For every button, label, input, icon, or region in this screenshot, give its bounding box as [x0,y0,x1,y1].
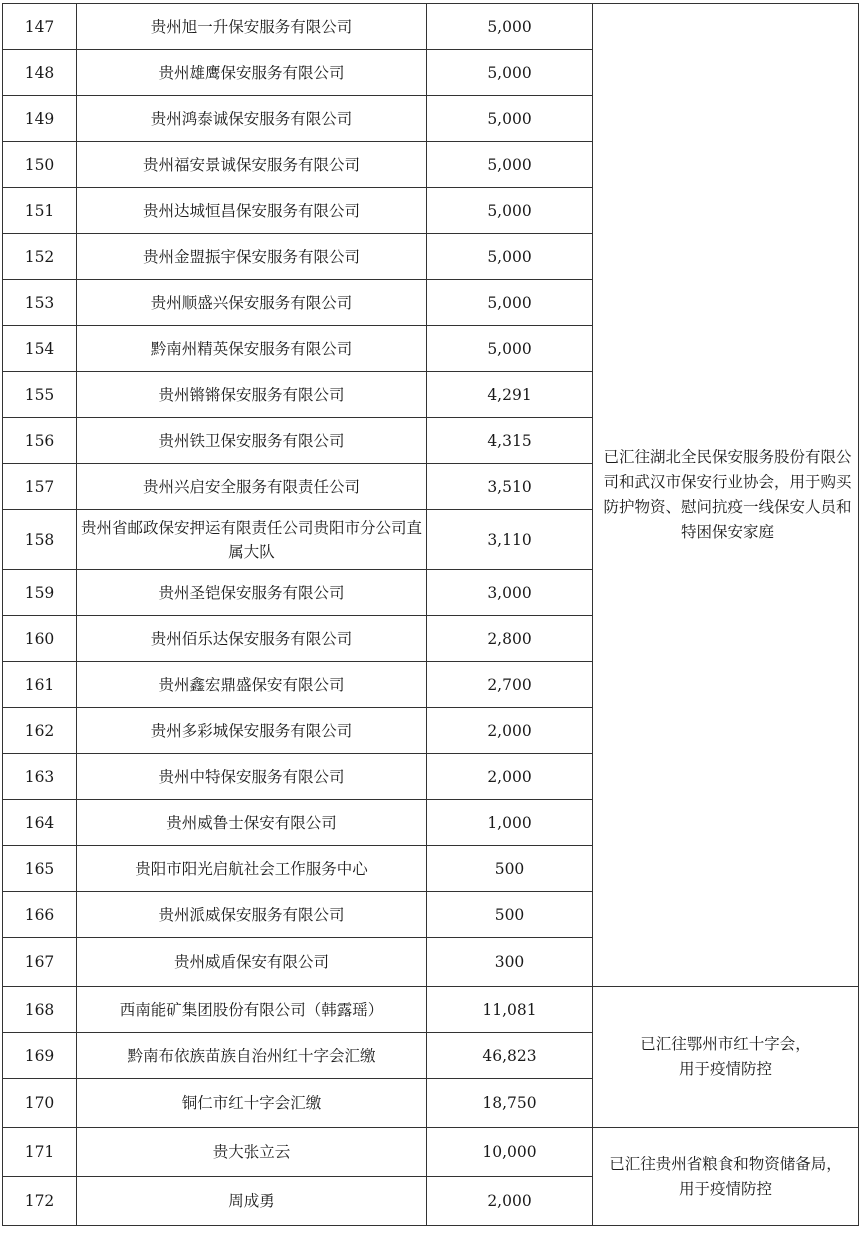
row-number: 159 [3,570,77,616]
row-number: 171 [3,1128,77,1177]
donation-amount: 18,750 [427,1079,593,1128]
row-number: 164 [3,800,77,846]
row-number: 162 [3,708,77,754]
row-number: 165 [3,846,77,892]
donation-amount: 10,000 [427,1128,593,1177]
donation-amount: 500 [427,846,593,892]
row-number: 172 [3,1177,77,1226]
donor-name: 贵州佰乐达保安服务有限公司 [77,616,427,662]
donor-name: 贵州铁卫保安服务有限公司 [77,418,427,464]
donor-name: 黔南布依族苗族自治州红十字会汇缴 [77,1033,427,1079]
donor-name: 贵州省邮政保安押运有限责任公司贵阳市分公司直属大队 [77,510,427,570]
row-number: 157 [3,464,77,510]
donation-amount: 5,000 [427,188,593,234]
row-number: 154 [3,326,77,372]
row-number: 167 [3,938,77,987]
donation-amount: 46,823 [427,1033,593,1079]
donation-amount: 1,000 [427,800,593,846]
donor-name: 贵州派威保安服务有限公司 [77,892,427,938]
donor-name: 贵州鑫宏鼎盛保安有限公司 [77,662,427,708]
donation-amount: 5,000 [427,4,593,50]
row-number: 166 [3,892,77,938]
row-number: 161 [3,662,77,708]
donation-amount: 5,000 [427,96,593,142]
row-number: 168 [3,987,77,1033]
donor-name: 西南能矿集团股份有限公司（韩露瑶） [77,987,427,1033]
donation-table [2,3,859,1226]
donor-name: 铜仁市红十字会汇缴 [77,1079,427,1128]
donation-amount: 4,291 [427,372,593,418]
table-row [3,987,859,1033]
row-number: 170 [3,1079,77,1128]
donor-name: 贵州旭一升保安服务有限公司 [77,4,427,50]
donor-name: 周成勇 [77,1177,427,1226]
row-number: 169 [3,1033,77,1079]
donation-amount: 300 [427,938,593,987]
donation-amount: 5,000 [427,142,593,188]
row-number: 149 [3,96,77,142]
row-number: 155 [3,372,77,418]
donation-amount: 4,315 [427,418,593,464]
donor-name: 贵州圣铠保安服务有限公司 [77,570,427,616]
donation-amount: 11,081 [427,987,593,1033]
row-number: 147 [3,4,77,50]
table-row [3,1128,859,1177]
donor-name: 贵州兴启安全服务有限责任公司 [77,464,427,510]
row-number: 156 [3,418,77,464]
donor-name: 贵州鸿泰诚保安服务有限公司 [77,96,427,142]
donor-name: 贵州锵锵保安服务有限公司 [77,372,427,418]
donation-amount: 3,110 [427,510,593,570]
donation-amount: 5,000 [427,280,593,326]
usage-note: 已汇往鄂州市红十字会，用于疫情防控 [593,987,859,1128]
donor-name: 贵州福安景诚保安服务有限公司 [77,142,427,188]
donation-amount: 500 [427,892,593,938]
donor-name: 贵大张立云 [77,1128,427,1177]
row-number: 152 [3,234,77,280]
donation-amount: 2,700 [427,662,593,708]
table-row [3,4,859,50]
donation-amount: 3,510 [427,464,593,510]
donor-name: 贵州顺盛兴保安服务有限公司 [77,280,427,326]
row-number: 163 [3,754,77,800]
donation-amount: 2,000 [427,1177,593,1226]
row-number: 150 [3,142,77,188]
row-number: 148 [3,50,77,96]
donor-name: 贵州雄鹰保安服务有限公司 [77,50,427,96]
donor-name: 贵州威盾保安有限公司 [77,938,427,987]
donation-amount: 2,800 [427,616,593,662]
row-number: 151 [3,188,77,234]
donor-name: 贵州威鲁士保安有限公司 [77,800,427,846]
donation-amount: 2,000 [427,708,593,754]
donation-amount: 5,000 [427,326,593,372]
row-number: 153 [3,280,77,326]
donor-name: 贵州达城恒昌保安服务有限公司 [77,188,427,234]
donor-name: 贵州中特保安服务有限公司 [77,754,427,800]
row-number: 160 [3,616,77,662]
donor-name: 贵州金盟振宇保安服务有限公司 [77,234,427,280]
donor-name: 黔南州精英保安服务有限公司 [77,326,427,372]
donation-amount: 5,000 [427,50,593,96]
row-number: 158 [3,510,77,570]
donation-amount: 5,000 [427,234,593,280]
usage-note: 已汇往湖北全民保安服务股份有限公司和武汉市保安行业协会，用于购买防护物资、慰问抗疫一线保安人员和特困保安家庭 [593,4,859,987]
donor-name: 贵州多彩城保安服务有限公司 [77,708,427,754]
donation-amount: 3,000 [427,570,593,616]
donor-name: 贵阳市阳光启航社会工作服务中心 [77,846,427,892]
usage-note: 已汇往贵州省粮食和物资储备局，用于疫情防控 [593,1128,859,1226]
donation-amount: 2,000 [427,754,593,800]
